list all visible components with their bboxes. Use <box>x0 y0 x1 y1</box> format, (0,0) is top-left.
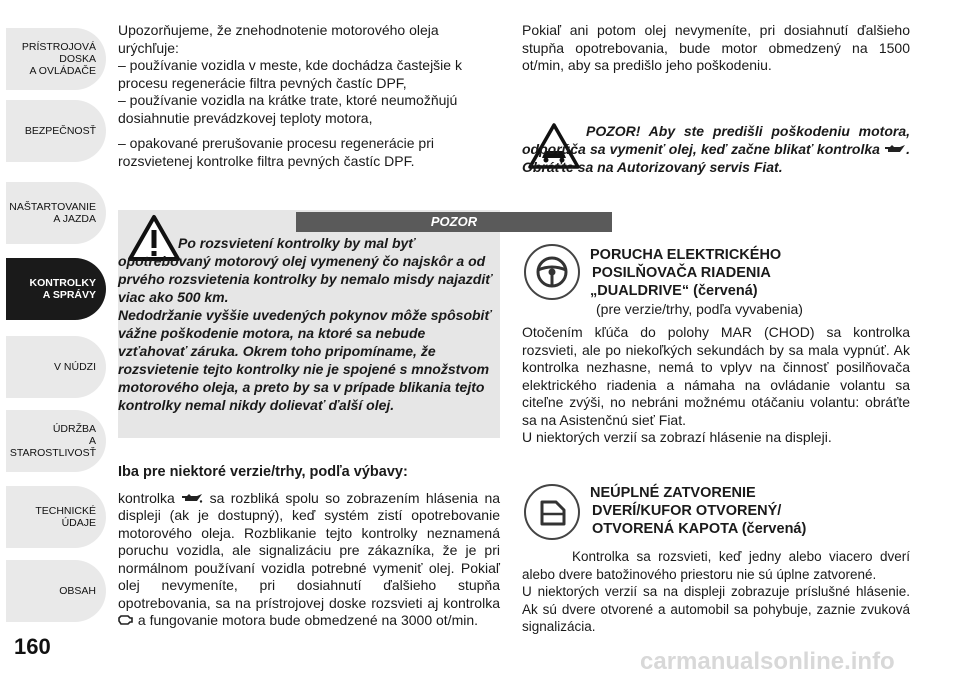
warning-title: POZOR <box>296 212 612 232</box>
left-intro-block <box>118 22 500 170</box>
bullet-city: – používanie vozidla v meste, kde dochádza častejšie k procesu regenerácie filtra pevných častíc DPF, <box>118 57 462 91</box>
tab-pristrojova-doska[interactable]: PRÍSTROJOVÁ DOSKA A OVLÁDAČE <box>6 28 106 90</box>
steering-subtitle: (pre verzie/trhy, podľa vyvabenia) <box>596 301 803 317</box>
tab-obsah[interactable]: OBSAH <box>6 560 106 622</box>
door-body <box>522 548 910 636</box>
steering-heading <box>590 246 890 318</box>
subheading: Iba pre niektoré verzie/trhy, podľa výbavy: <box>118 464 408 480</box>
oil-body <box>118 490 500 630</box>
tab-nastartovanie[interactable]: NAŠTARTOVANIE A JAZDA <box>6 182 106 244</box>
door-body-2: U niektorých verzií sa na displeji zobrazuje príslušné hlásenie. Ak sú dvere otvorené a automobil sa pohybuje, zaznie zvuková signalizácia. <box>522 584 910 634</box>
limit-1500-text: Pokiaľ ani potom olej nevymeníte, pri dosiahnutí ďalšieho stupňa opotrebovania, bude motor obmedzený na 1500 ot/min, aby sa predišlo jeho poškodeniu. <box>522 22 910 73</box>
caution-b: . Obráťte sa na Autorizovaný servis Fiat. <box>522 141 910 175</box>
watermark: carmanualsonline.info <box>640 648 895 675</box>
tab-kontrolky[interactable]: KONTROLKY A SPRÁVY <box>6 258 106 320</box>
steering-body-1: Otočením kľúča do polohy MAR (CHOD) sa kontrolka rozsvieti, ale po niekoľkých sekundách by sa mala vypnúť. Ak kontrolka nezhasne, nemá to vplyv na činnosť posilňovača elektrického riadenia a námaha na ovládanie volantu sa citeľne zvýši, no nebráni možnému otáčaniu volantu: obráťte sa na Asistenčnú sieť Fiat. <box>522 324 910 428</box>
open-door-icon <box>526 486 578 538</box>
door-title-1: NEÚPLNÉ ZATVORENIE <box>590 485 756 501</box>
warning-text-1: Po rozsvietení kontrolky by mal byť opotrebovaný motorový olej vymenený čo najskôr a od prvého rozsvietenia kontrolky by nemalo misdy najazdiť viac ako 500 km. <box>118 235 492 305</box>
oil-body-a: kontrolka <box>118 489 175 506</box>
bullet-short-trips: – používanie vozidla na krátke trate, ktoré neumožňujú dosiahnutie prevádzkovej teploty motora, <box>118 92 458 126</box>
engine-icon <box>118 613 134 625</box>
door-warning-icon <box>524 484 580 540</box>
warning-text <box>118 234 494 414</box>
caution-paragraph <box>522 122 910 176</box>
tab-technicke-udaje[interactable]: TECHNICKÉ ÚDAJE <box>6 486 106 548</box>
door-title-3: OTVORENÁ KAPOTA (červená) <box>592 521 807 537</box>
door-body-1: Kontrolka sa rozsvieti, keď jedny alebo viacero dverí alebo dvere batožinového priestoru nie sú úplne zatvorené. <box>522 549 910 582</box>
steering-warning-icon <box>524 244 580 300</box>
bullet-regeneration: – opakované prerušovanie procesu regenerácie pri rozsvietenej kontrolke filtra pevných častíc DPF. <box>118 135 434 169</box>
chapter-sidebar <box>0 0 108 677</box>
door-heading <box>590 484 890 538</box>
oil-can-icon <box>181 493 203 503</box>
tab-udrzba[interactable]: ÚDRŽBA A STAROSTLIVOSŤ <box>6 410 106 472</box>
intro-text: Upozorňujeme, že znehodnotenie motorového oleja urýchľuje: <box>118 22 439 56</box>
steering-title-2: POSILŇOVAČA RIADENIA <box>592 265 771 281</box>
caution-a: POZOR! Aby ste predišli poškodeniu motora, odporúča sa vymeniť olej, keď začne blikať kontrolka <box>522 123 910 157</box>
left-bottom-block <box>118 464 500 630</box>
tab-v-nudzi[interactable]: V NÚDZI <box>6 336 106 398</box>
warning-box <box>118 210 500 438</box>
steering-body <box>522 324 910 447</box>
oil-can-icon-2 <box>884 144 906 154</box>
steering-body-2: U niektorých verzií sa zobrazí hlásenie na displeji. <box>522 429 832 445</box>
door-title-2: DVERÍ/KUFOR OTVORENÝ/ <box>592 503 782 519</box>
warning-text-2: Nedodržanie vyššie uvedených pokynov môže spôsobiť vážne poškodenie motora, na ktoré sa nebude vzťahovať záruka. Okrem toho pripomíname, že rozsvietenie tejto kontrolky nie je spojené s množstvom motorového oleja, a preto by sa v prípade blikania tejto kontrolky nemal nikdy dolievať ďalší olej. <box>118 307 492 413</box>
steering-wheel-icon <box>526 246 578 298</box>
right-para1 <box>522 22 910 75</box>
oil-body-c: a fungovanie motora bude obmedzené na 3000 ot/min. <box>137 612 479 628</box>
caution-text <box>522 122 910 176</box>
oil-body-b: sa rozbliká spolu so zobrazením hlásenia na displeji (ak je dostupný), keď systém zistí opotrebovanie motorového oleja. Rozblikanie tejto kontrolky neznamená poruchu vozidla, ale signalizáciu pre zákazníka, že je pri normálnom používaní vozidla potrebné vymeniť olej. Pokiaľ olej nevymeníte, pri dosiahnutí ďalšieho stupňa opotrebovania, sa na prístrojovej doske rozsvieti aj kontrolka <box>118 489 501 611</box>
steering-title-3: „DUALDRIVE“ (červená) <box>590 283 758 299</box>
steering-title-1: PORUCHA ELEKTRICKÉHO <box>590 247 782 263</box>
tab-bezpecnost[interactable]: BEZPEČNOSŤ <box>6 100 106 162</box>
page-number: 160 <box>14 634 51 659</box>
